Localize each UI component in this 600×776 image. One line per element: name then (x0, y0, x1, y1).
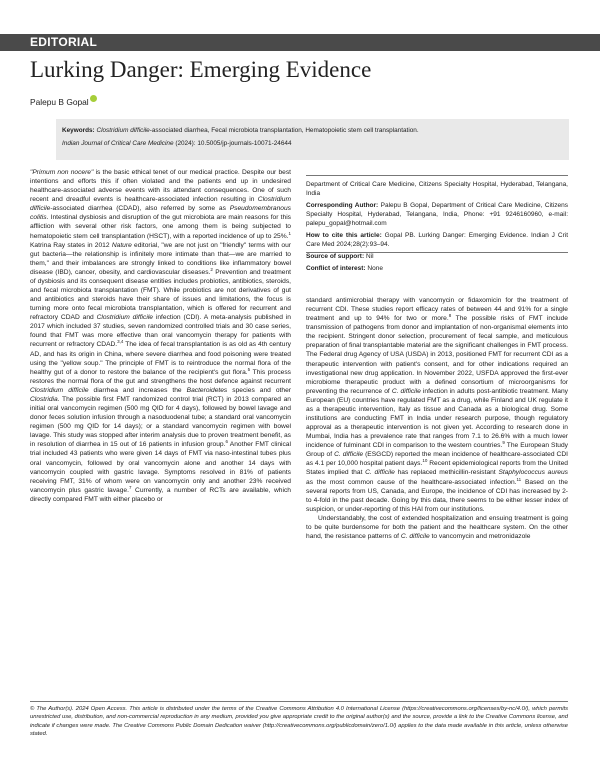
ref-9[interactable]: 9 (502, 440, 505, 446)
divider (30, 701, 568, 702)
author-name: Palepu B Gopal (30, 97, 89, 107)
ref-2[interactable]: 2 (210, 266, 213, 272)
keywords-line (62, 125, 567, 137)
paragraph: standard antimicrobial therapy with vancomycin or fidaxomicin for the treatment of recurrent CDI. These studies report efficacy rates of between 44 and 91% for a single treatment and up to 94% for two or more.$^8$ The possible risks of FMT include transmission of pathogens from donor and implantation of non-organismal elements into the recipient. Stringent donor selection, procurement of fecal sample, and meticulous preparation of final transplantable material are the significant challenges in FMT process. The Federal drug Agency of USA (USDA) in 2013, positioned FMT for recurrent CDI as a therapeutic intervention with patient's consent, and for other indications required an investigational new drug application. In November 2022, USFDA approved the first-ever microbiome therapeutic product with a defined consortium of microorganisms for preventing the recurrence of C. difficile infection in adults post-antibiotic treatment. Many European (EU) countries have regulated FMT as a drug, while Finland and UK regulate it as a therapeutic intervention, Italy as tissue and Canada as a biological drug. Some institutions are conducting FMT in India under research purpose, though regulatory approval as a therapeutic intervention is not given yet. According to research done in Mumbai, India has a prevalence rate that ranges from 7.1 to 26.6% with a much lower incidence of fulminant CDI in comparison to the western countries.$^9$ The European Study Group of C. difficile (ESGCD) reported the mean incidence of healthcare-associated CDI as 4.1 per 10,000 hospital patient days.$^{10}$ Recent epidemiological reports from the United States implied that C. difficile has replaced methicillin-resistant Staphylococcus aureus as the most common cause of the healthcare-associated infection.$^{11}$ Based on the several reports from US, Canada, and Europe, the incidence of CDI has increased by 2- to 4-fold in the past decade. Going by this data, there seems to be either lesser index of suspicion, or under-reporting of this HAI from our institutions. (306, 297, 569, 513)
article-title: Lurking Danger: Emerging Evidence (30, 57, 372, 82)
department: Department of Critical Care Medicine, Citizens Specialty Hospital, Hyderabad, Telangana, India (306, 181, 568, 198)
ref-3-4[interactable]: 3,4 (117, 339, 124, 345)
how-to-cite: How to cite this article: Gopal PB. Lurking Danger: Emerging Evidence. Indian J Crit Care Med 2024;28(2):93–94. (306, 232, 568, 249)
ref-1[interactable]: 1 (288, 230, 291, 236)
paragraph: "Primum non nocere" is the basic ethical tenet of our medical practice. Despite our best intentions and efforts this if often violated and the patients end up in undesired healthcare-associated adverse events with its attendant consequences. One of such recent and dreadful events is healthcare-associated infection resulting in Clostridium difficile-associated diarrhea (CDAD), also referred by some as Pseudomembranous colitis. Intestinal dysbiosis and disruption of the gut microbiota are main reasons for this affliction with several other risk factors, one among them is being subjected to hematopoietic stem cell transplantation (HSCT), with a reported incidence of up to 25%.$^1$ Katrina Ray states in 2012 Nature editorial, "we are not just on "friendly" terms with our gut bacteria—the relationship is infinitely more intimate than that—we are married to them," and their imbalances are strongly linked to conditions like inflammatory bowel disease (IBD), cancer, obesity, and cardiovascular diseases.$^2$ Prevention and treatment of dysbiosis and its consequent disease entities includes probiotics, antibiotics, steroids, and fecal microbiota transplantation (FMT). While probiotics are not derivatives of gut and antibiotics and steroids have their share of issues and limitations, the focus is turning more onto fecal microbiota transplantation, which is offered for recurrent and refractory CDAD and Clostridium difficile infection (CDI). A meta-analysis published in 2017 which included 37 studies, seven randomized controlled trials and 30 case series, found that FMT was more effective than oral vancomycin therapy for patients with recurrent or refractory CDAD.$^{3,4}$ The idea of fecal transplantation is as old as 4th century AD, and has its origin in China, where severe diarrhea and food poisoning were treated using the "yellow soup." The principle of FMT is to reintroduce the normal flora of the healthy gut of a donor to restore the balance of the recipient's gut flora.$^5$ This process restores the normal flora of the gut and strengthens the host defence against recurrent Clostridium difficile diarrhea and increases the Bacteroidetes species and other Clostridia. The possible first FMT randomized control trial (RCT) in 2013 compared an initial oral vancomycin regimen (500 mg QID for 4 days), followed by bowel lavage and donor feces solution infusion through a nasoduodenal tube; a standard oral vancomycin regimen (500 mg QID for 14 days); or a standard vancomycin regimen with bowel lavage. This study was stopped after interim analysis due to proven treatment benefit, as in resolution of diarrhea in 15 out of 16 patients in infusion group.$^6$ Another FMT clinical trial included 43 patients who were given 14 days of FMT via naso-intestinal tubes plus oral vancomycin, followed by oral vancomycin alone and another 14 days with vancomycin coupled with gastric lavage. Symptoms resolved in 81% of patients receiving FMT, 31% of whom were on vancomycin only and another 23% received vancomycin plus gastric lavage.$^7$ Currently, a number of RCTs are available, which directly compared FMT with either placebo or (30, 169, 292, 503)
paragraph: Understandably, the cost of extended hospitalization and ensuing treatment is going to be quite burdensome for both the patient and the healthcare system. On the other hand, the resistance patterns of C. difficile to vancomycin and metronidazole (306, 514, 568, 541)
section-label: EDITORIAL (30, 35, 98, 49)
license-note: © The Author(s). 2024 Open Access. This article is distributed under the terms of the Creative Commons Attribution 4.0 International License (https://creativecommons.org/licenses/by-nc/4.0/), which permits unrestricted use, distribution, and non-commercial reproduction in any medium, provided you give appropriate credit to the original author(s) and the source, provide a link to the Creative Commons license, and indicate if changes were made. The Creative Commons Public Domain Dedication waiver (http://creativecommons.org/publicdomain/zero/1.0/) applies to the data made available in this article, unless otherwise stated. (30, 706, 568, 737)
doi-text: (2024): 10.5005/jp-journals-10071-24644 (173, 140, 292, 147)
ref-5[interactable]: 5 (247, 366, 251, 372)
conflict-of-interest: Conflict of interest: None (306, 264, 383, 272)
divider (306, 175, 568, 176)
right-column (306, 296, 568, 541)
keywords-term: Clostridium difficile (96, 127, 150, 134)
divider (306, 252, 568, 253)
corresponding-author: Corresponding Author: Palepu B Gopal, Department of Critical Care Medicine, Citizens Specialty Hospital, Hyderabad, Telangana, India, Phone: +91 9246160960, e-mail: palepu_gopal@hotmail.com (306, 201, 568, 228)
journal-name: Indian Journal of Critical Care Medicine (62, 140, 174, 147)
author-line (30, 97, 97, 107)
ref-7[interactable]: 7 (128, 484, 132, 490)
orcid-icon[interactable] (90, 95, 97, 102)
left-column (30, 168, 291, 504)
keywords-rest: -associated diarrhea, Fecal microbiota transplantation, Hematopoietic stem cell transplantation. (149, 127, 419, 134)
affiliation-block (306, 180, 568, 273)
ref-10[interactable]: 10 (422, 458, 428, 464)
quote: "Primum non nocere" (30, 169, 94, 176)
keywords-label: Keywords: (62, 127, 95, 134)
journal-citation (62, 138, 567, 150)
source-of-support: Source of support: Nil (306, 252, 374, 260)
ref-11[interactable]: 11 (516, 476, 522, 482)
ref-6[interactable]: 6 (225, 439, 228, 445)
ref-8[interactable]: 8 (448, 312, 452, 318)
